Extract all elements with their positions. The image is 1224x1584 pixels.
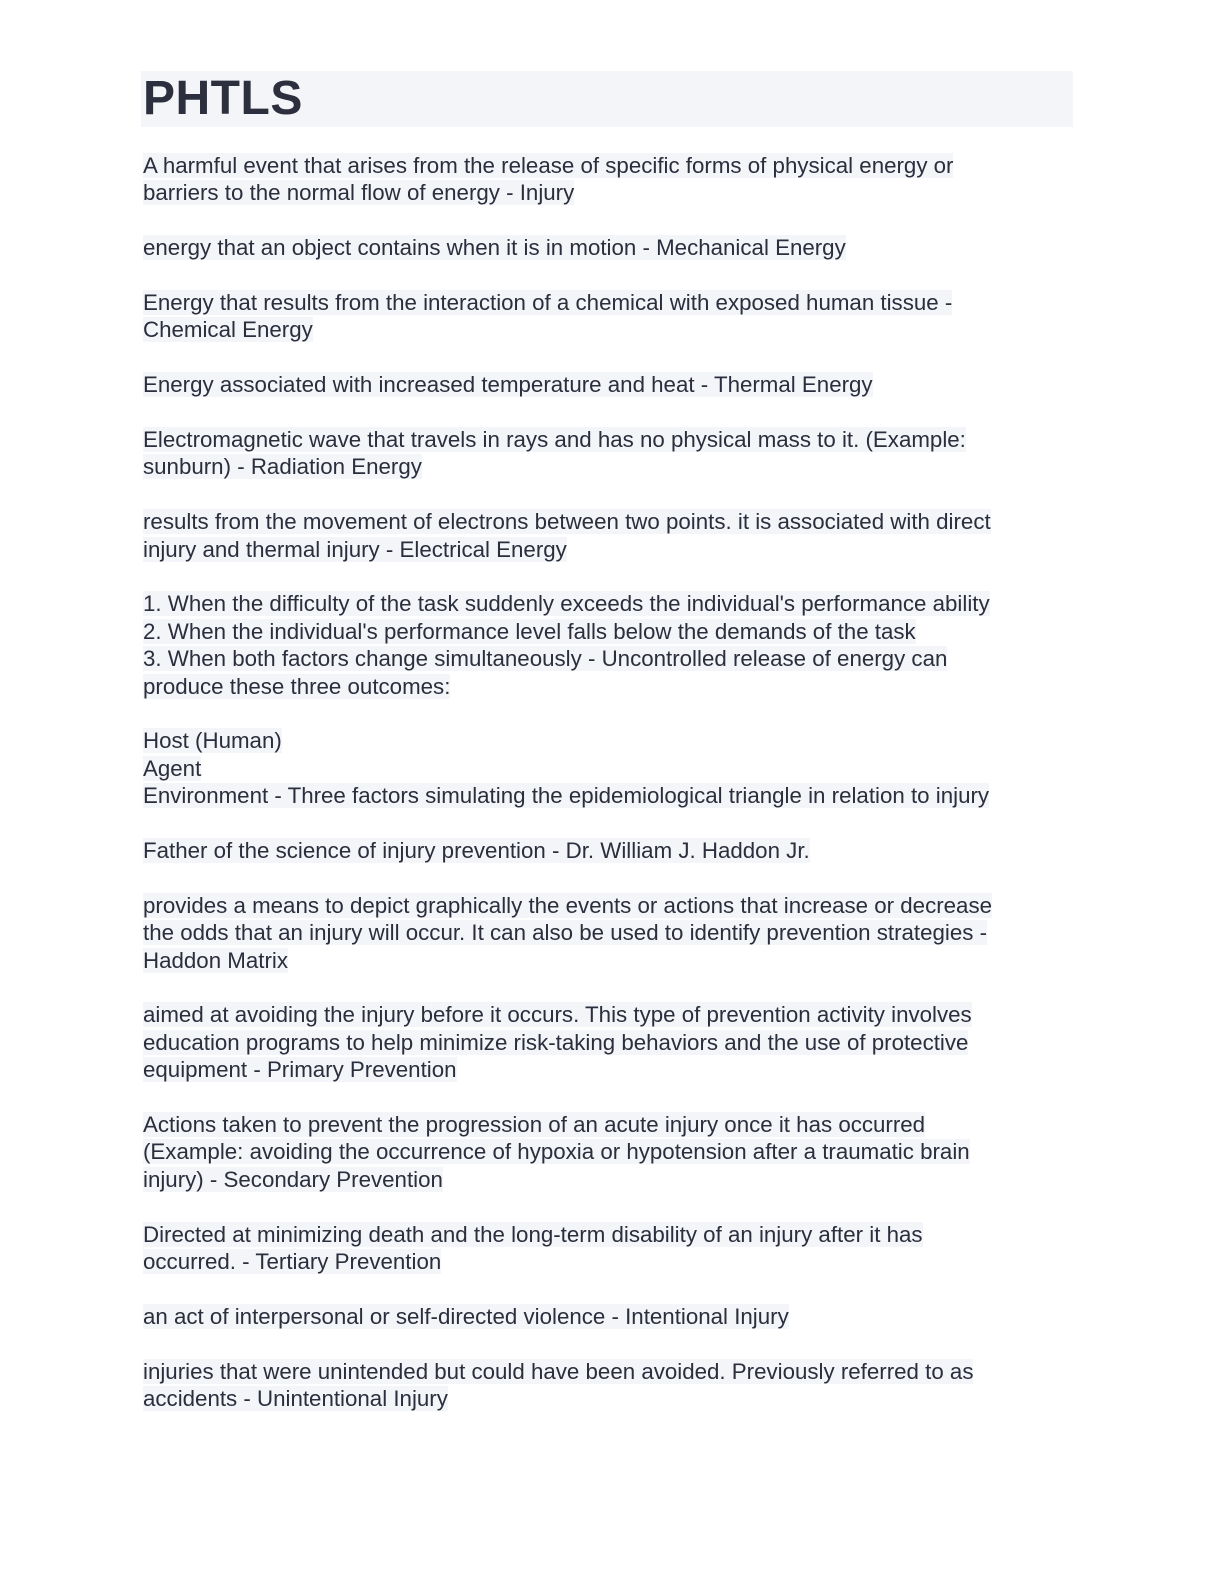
flashcard-entry [143, 152, 1063, 207]
flashcard-entry [143, 837, 1063, 864]
flashcard-entry [143, 508, 1063, 563]
flashcard-text: Energy associated with increased temperature and heat - Thermal Energy [143, 372, 873, 398]
flashcard-text: energy that an object contains when it is in motion - Mechanical Energy [143, 235, 846, 261]
flashcard-text: an act of interpersonal or self-directed violence - Intentional Injury [143, 1303, 789, 1329]
flashcard-text: aimed at avoiding the injury before it occurs. This type of prevention activity involves education programs to help minimize risk-taking behaviors and the use of protective equipment - Primary Prevention [143, 1002, 972, 1083]
page-title: PHTLS [143, 72, 303, 125]
flashcard-entry [143, 1001, 1063, 1083]
flashcard-entry [143, 727, 1063, 809]
flashcard-text: A harmful event that arises from the release of specific forms of physical energy or barriers to the normal flow of energy - Injury [143, 153, 954, 206]
flashcard-text: Actions taken to prevent the progression of an acute injury once it has occurred (Example: avoiding the occurrence of hypoxia or hypotension after a traumatic brain injury) - Secondary Prevention [143, 1112, 970, 1192]
flashcard-entry [143, 1303, 1063, 1330]
flashcard-entry [143, 1358, 1063, 1413]
flashcard-entry [143, 590, 1063, 700]
flashcard-text: provides a means to depict graphically the events or actions that increase or decrease the odds that an injury will occur. It can also be used to identify prevention strategies - Haddon Matrix [143, 892, 992, 973]
flashcard-entry [143, 1221, 1063, 1276]
flashcard-text: Host (Human) Agent Environment - Three factors simulating the epidemiological triangle in relation to injury [143, 728, 990, 809]
flashcard-text: injuries that were unintended but could have been avoided. Previously referred to as accidents - Unintentional Injury [143, 1358, 974, 1412]
flashcard-text: Father of the science of injury prevention - Dr. William J. Haddon Jr. [143, 838, 810, 864]
flashcard-text: 1. When the difficulty of the task suddenly exceeds the individual's performance ability 2. When the individual's performance level falls below the demands of the task 3. When both factors change simultaneously - Uncontrolled release of energy can produce these three outcomes: [143, 591, 990, 699]
flashcard-entry [143, 371, 1063, 398]
flashcard-list [143, 152, 1063, 1440]
flashcard-text: results from the movement of electrons between two points. it is associated with direct injury and thermal injury - Electrical Energy [143, 509, 991, 562]
flashcard-entry [143, 426, 1063, 481]
flashcard-entry [143, 892, 1063, 974]
flashcard-entry [143, 234, 1063, 261]
flashcard-text: Energy that results from the interaction of a chemical with exposed human tissue - Chemical Energy [143, 290, 953, 343]
flashcard-text: Directed at minimizing death and the long-term disability of an injury after it has occurred. - Tertiary Prevention [143, 1221, 923, 1275]
flashcard-entry [143, 1111, 1063, 1193]
flashcard-text: Electromagnetic wave that travels in rays and has no physical mass to it. (Example: sunburn) - Radiation Energy [143, 427, 966, 480]
flashcard-entry [143, 289, 1063, 344]
